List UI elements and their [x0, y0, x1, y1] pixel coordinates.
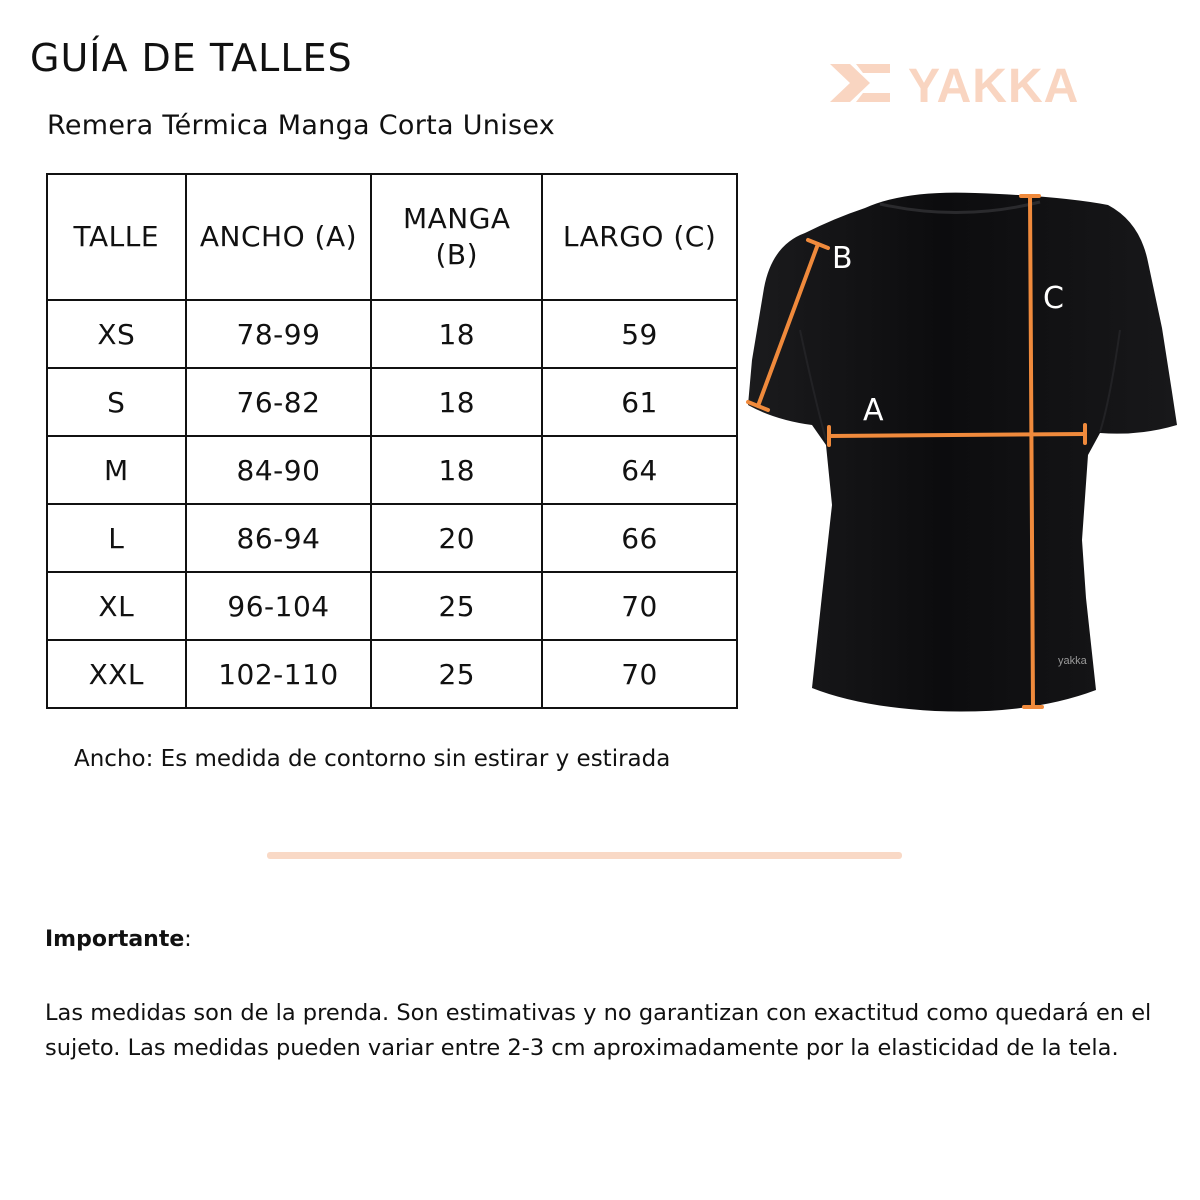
cell-talle: XL — [47, 572, 186, 640]
shirt-print-logo: yakka — [1058, 655, 1087, 667]
logo-x-icon — [830, 64, 890, 102]
cell-ancho: 86-94 — [186, 504, 372, 572]
tshirt-icon — [748, 193, 1177, 712]
table-row — [47, 640, 737, 708]
table-row — [47, 300, 737, 368]
tshirt-measurement-diagram — [740, 180, 1180, 720]
label-a: A — [863, 393, 884, 428]
header-ancho: ANCHO (A) — [186, 174, 372, 300]
cell-largo: 70 — [542, 640, 737, 708]
cell-manga: 20 — [371, 504, 542, 572]
important-heading — [45, 927, 192, 952]
cell-talle: S — [47, 368, 186, 436]
cell-manga: 25 — [371, 572, 542, 640]
cell-manga: 25 — [371, 640, 542, 708]
logo-wordmark: YAKKA — [908, 60, 1080, 108]
cell-talle: XXL — [47, 640, 186, 708]
cell-largo: 61 — [542, 368, 737, 436]
cell-ancho: 96-104 — [186, 572, 372, 640]
cell-ancho: 84-90 — [186, 436, 372, 504]
header-manga-line1: MANGA — [402, 202, 511, 235]
cell-talle: XS — [47, 300, 186, 368]
cell-manga: 18 — [371, 368, 542, 436]
product-subtitle: Remera Térmica Manga Corta Unisex — [47, 110, 556, 141]
header-manga — [371, 174, 542, 300]
important-colon: : — [184, 927, 192, 952]
cell-largo: 64 — [542, 436, 737, 504]
cell-ancho: 78-99 — [186, 300, 372, 368]
header-manga-line2: (B) — [435, 238, 479, 271]
page-title: GUÍA DE TALLES — [30, 36, 353, 80]
table-row — [47, 504, 737, 572]
yakka-logo — [830, 58, 1125, 108]
table-row — [47, 572, 737, 640]
label-b: B — [832, 241, 853, 276]
header-talle: TALLE — [47, 174, 186, 300]
important-label: Importante — [45, 927, 185, 952]
size-table — [46, 173, 738, 709]
divider — [267, 852, 902, 859]
cell-talle: M — [47, 436, 186, 504]
cell-ancho: 102-110 — [186, 640, 372, 708]
cell-largo: 66 — [542, 504, 737, 572]
cell-largo: 70 — [542, 572, 737, 640]
ancho-note: Ancho: Es medida de contorno sin estirar y estirada — [74, 746, 671, 772]
cell-manga: 18 — [371, 300, 542, 368]
table-row — [47, 436, 737, 504]
cell-ancho: 76-82 — [186, 368, 372, 436]
cell-largo: 59 — [542, 300, 737, 368]
cell-manga: 18 — [371, 436, 542, 504]
header-largo: LARGO (C) — [542, 174, 737, 300]
table-header-row — [47, 174, 737, 300]
label-c: C — [1043, 281, 1064, 316]
table-row — [47, 368, 737, 436]
cell-talle: L — [47, 504, 186, 572]
important-text: Las medidas son de la prenda. Son estimativas y no garantizan con exactitud como quedará en el sujeto. Las medidas pueden variar entre 2-3 cm aproximadamente por la elasticidad de la tela. — [45, 1000, 1152, 1061]
